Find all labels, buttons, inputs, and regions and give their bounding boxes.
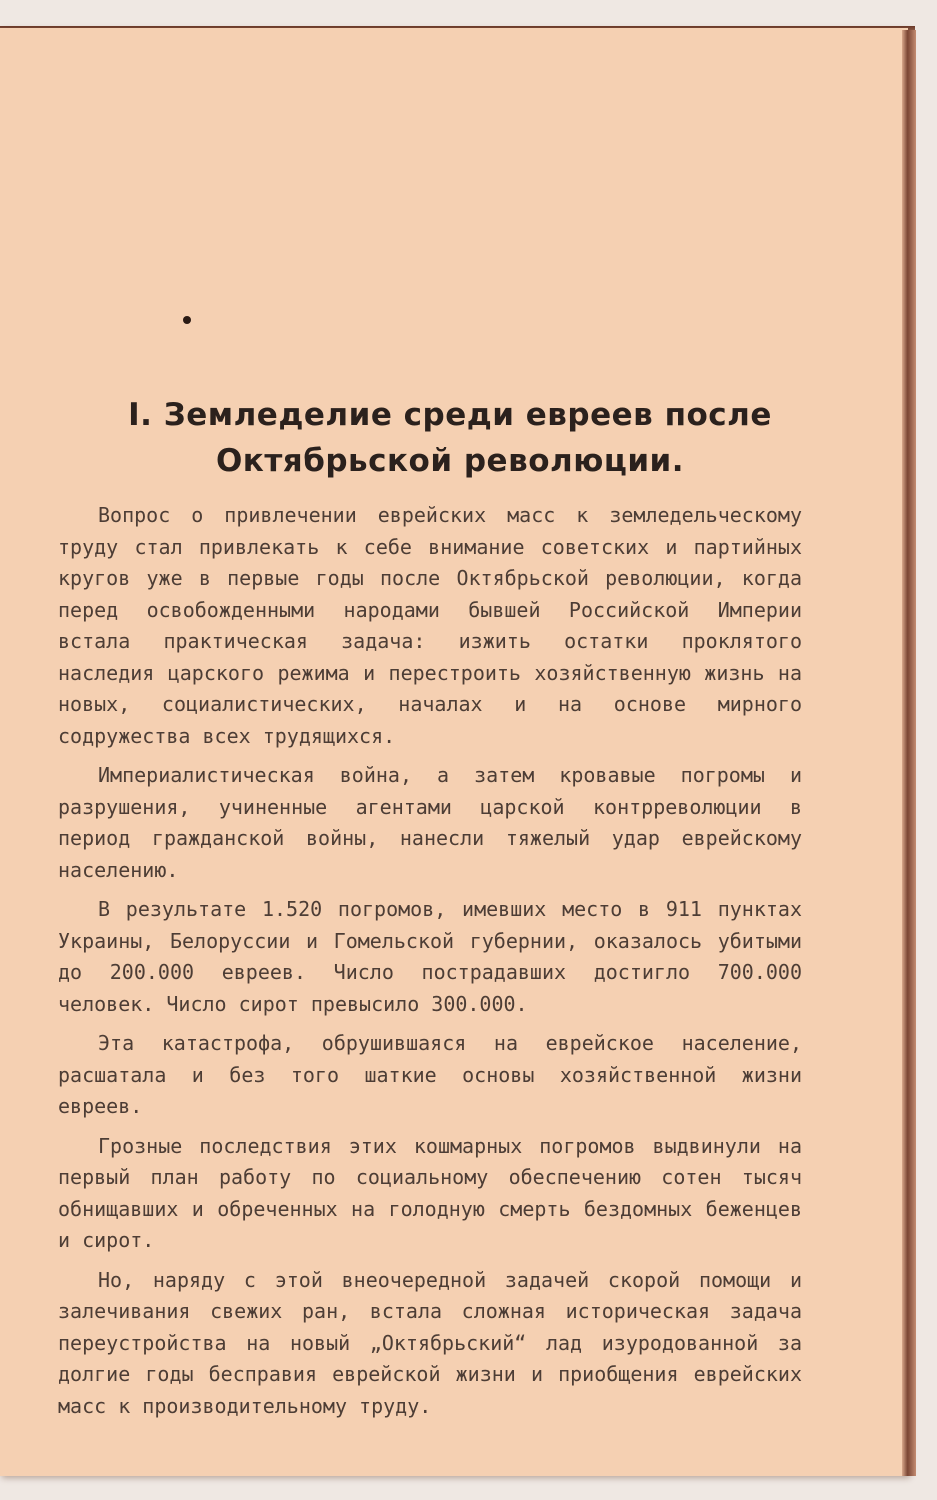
paragraph-4: Эта катастрофа, обрушившаяся на еврейское население, расшатала и без того шаткие основы хозяйственной жизни евреев.	[58, 1031, 802, 1118]
paragraph-5: Грозные последствия этих кошмарных погромов выдвинули на первый план работу по социальному обеспечению сотен тысяч обнищавших и обреченных на голодную смерть бездомных беженцев и сирот.	[58, 1133, 802, 1252]
paragraph-2: Империалистическая война, а затем кровавые погромы и разрушения, учиненные агентами царской контрреволюции в период гражданской войны, нанесли тяжелый удар еврейскому населению.	[58, 763, 802, 882]
book-right-edge	[902, 30, 916, 1476]
chapter-heading: I. Земледелие среди евреев после Октябрьской революции.	[128, 397, 772, 479]
paragraph-6: Но, наряду с этой внеочередной задачей скорой помощи и залечивания свежих ран, встала сложная историческая задача переустройства на новый „Октябрьский“ лад изуродованной за долгие годы бесправия еврейской жизни и приобщения еврейских масс к производительному труду.	[58, 1267, 802, 1418]
body-text	[58, 500, 802, 1430]
paragraph-3: В результате 1.520 погромов, имевших место в 911 пунктах Украины, Белоруссии и Гомельской губернии, оказалось убитыми до 200.000 евреев. Число пострадавших достигло 700.000 человек. Число сирот превысило 300.000.	[58, 897, 802, 1016]
paragraph-1: Вопрос о привлечении еврейских масс к земледельческому труду стал привлекать к себе внимание советских и партийных кругов уже в первые годы после Октябрьской революции, когда перед освобожденными народами бывшей Российской Империи встала практическая задача: изжить остатки проклятого наследия царского режима и перестроить хозяйственную жизнь на новых, социалистических, началах и на основе мирного содружества всех трудящихся.	[58, 503, 802, 748]
ink-spot	[183, 316, 191, 324]
